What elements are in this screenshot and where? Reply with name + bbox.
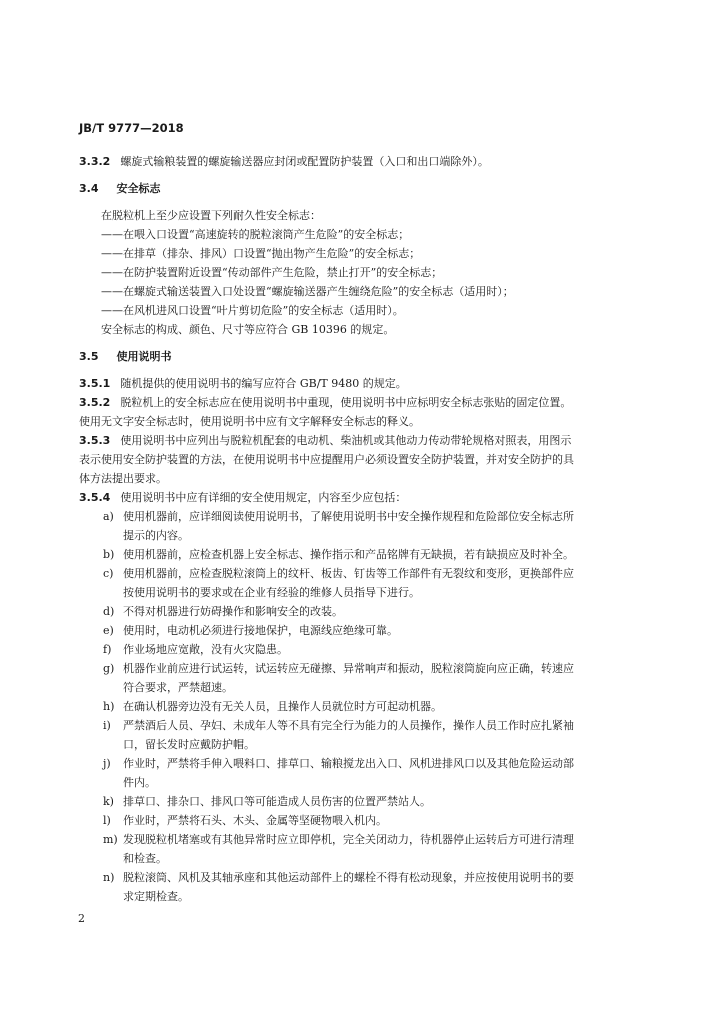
list-item-label: n) [103,871,115,884]
list-item-text: 求定期检查。 [123,890,189,903]
clause-text: 随机提供的使用说明书的编写应符合 GB/T 9480 的规定。 [120,377,407,390]
safety-sign-item: ——在防护装置附近设置“传动部件产生危险，禁止打开”的安全标志； [101,266,443,279]
list-item-label: g) [103,662,115,675]
safety-rules-list [79,507,609,906]
clause-3-5-4 [79,488,609,507]
clause-3-5-3-continued: 表示使用安全防护装置的方法，在使用说明书中应提醒用户必须设置安全防护装置，并对安全防护的具 [79,453,574,466]
section-3-5-heading [79,347,609,366]
clause-number: 3.5.1 [79,377,111,390]
list-item-label: a) [103,510,114,523]
safety-rule-item [79,830,609,868]
clause-3-5-3 [79,431,609,450]
safety-rule-item [79,754,609,792]
clause-text: 脱粒机上的安全标志应在使用说明书中重现，使用说明书中应标明安全标志张贴的固定位置。 [120,396,572,409]
list-item-label: l) [103,814,111,827]
list-item-text: 和检查。 [123,852,167,865]
list-item-text: 件内。 [123,776,156,789]
section-title: 使用说明书 [116,350,172,363]
list-item-label: b) [103,548,115,561]
section-number: 3.4 [79,182,99,195]
safety-rule-item [79,564,609,602]
clause-text: 螺旋式输粮装置的螺旋输送器应封闭或配置防护装置（入口和出口端除外）。 [120,155,489,168]
safety-rule-item [79,868,609,906]
list-item-text: 排草口、排杂口、排风口等可能造成人员伤害的位置严禁站人。 [123,795,431,808]
safety-rule-item [79,621,609,640]
list-item-text: 作业场地应宽敞，没有火灾隐患。 [123,643,288,656]
safety-rule-item [79,811,609,830]
list-item-label: j) [103,757,111,770]
list-item-text: 机器作业前应进行试运转，试运转应无碰擦、异常响声和振动，脱粒滚筒旋向应正确，转速应 [123,662,574,675]
list-item-label: m) [103,833,118,846]
section-title: 安全标志 [116,182,161,195]
list-item-text: 不得对机器进行妨碍操作和影响安全的改装。 [123,605,343,618]
document-body [79,152,609,906]
clause-3-5-2 [79,393,609,412]
list-item-text: 提示的内容。 [123,529,189,542]
list-item-label: i) [103,719,111,732]
list-item-label: e) [103,624,114,637]
list-item-label: d) [103,605,115,618]
safety-sign-item: ——在喂入口设置“高速旋转的脱粒滚筒产生危险”的安全标志； [101,228,410,241]
safety-sign-outro: 安全标志的构成、颜色、尺寸等应符合 GB 10396 的规定。 [101,323,395,336]
safety-rule-item [79,545,609,564]
list-item-text: 在确认机器旁边没有无关人员，且操作人员就位时方可起动机器。 [123,700,442,713]
clause-3-5-3-continued: 体方法提出要求。 [79,472,167,485]
list-item-text: 使用机器前，应检查机器上安全标志、操作指示和产品铭牌有无缺损，若有缺损应及时补全。 [123,548,574,561]
list-item-label: k) [103,795,114,808]
list-item-text: 口，留长发时应戴防护帽。 [123,738,255,751]
list-item-text: 严禁酒后人员、孕妇、未成年人等不具有完全行为能力的人员操作，操作人员工作时应扎紧袖 [123,719,574,732]
clause-number: 3.5.3 [79,434,111,447]
safety-rule-item [79,792,609,811]
standard-code-header: JB/T 9777—2018 [79,121,184,135]
list-item-text: 使用时，电动机必须进行接地保护，电源线应绝缘可靠。 [123,624,398,637]
section-number: 3.5 [79,350,99,363]
list-item-label: f) [103,643,112,656]
list-item-text: 作业时，严禁将石头、木头、金属等坚硬物喂入机内。 [123,814,387,827]
clause-number: 3.5.2 [79,396,111,409]
clause-text: 使用说明书中应列出与脱粒机配套的电动机、柴油机或其他动力传动带轮规格对照表，用图示 [120,434,572,447]
list-item-text: 脱粒滚筒、风机及其轴承座和其他运动部件上的螺栓不得有松动现象，并应按使用说明书的要 [123,871,574,884]
clause-3-5-1 [79,374,609,393]
section-3-4-heading [79,179,609,198]
safety-sign-item: ——在风机进风口设置“叶片剪切危险”的安全标志（适用时）。 [101,304,404,317]
safety-rule-item [79,507,609,545]
list-item-label: c) [103,567,114,580]
clause-number: 3.5.4 [79,491,111,504]
clause-3-5-2-continued: 使用无文字安全标志时，使用说明书中应有文字解释安全标志的释义。 [79,415,420,428]
safety-rule-item [79,659,609,697]
safety-rule-item [79,716,609,754]
safety-sign-item: ——在螺旋式输送装置入口处设置“螺旋输送器产生缠绕危险”的安全标志（适用时）； [101,285,514,298]
list-item-text: 作业时，严禁将手伸入喂料口、排草口、输粮搅龙出入口、风机进排风口以及其他危险运动部 [123,757,574,770]
clause-text: 使用说明书中应有详细的安全使用规定，内容至少应包括： [120,491,407,504]
clause-number: 3.3.2 [79,155,111,168]
safety-sign-item: ——在排草（排杂、排风）口设置“抛出物产生危险”的安全标志； [101,247,421,260]
safety-sign-intro: 在脱粒机上至少应设置下列耐久性安全标志： [101,209,321,222]
safety-rule-item [79,697,609,716]
list-item-label: h) [103,700,115,713]
safety-rule-item [79,602,609,621]
list-item-text: 发现脱粒机堵塞或有其他异常时应立即停机，完全关闭动力，待机器停止运转后方可进行清理 [123,833,574,846]
clause-3-3-2 [79,152,609,171]
list-item-text: 使用机器前，应检查脱粒滚筒上的纹杆、板齿、钉齿等工作部件有无裂纹和变形，更换部件应 [123,567,574,580]
safety-rule-item [79,640,609,659]
list-item-text: 按使用说明书的要求或在企业有经验的维修人员指导下进行。 [123,586,420,599]
list-item-text: 符合要求，严禁超速。 [123,681,233,694]
page-number: 2 [78,912,85,925]
list-item-text: 使用机器前，应详细阅读使用说明书，了解使用说明书中安全操作规程和危险部位安全标志所 [123,510,574,523]
